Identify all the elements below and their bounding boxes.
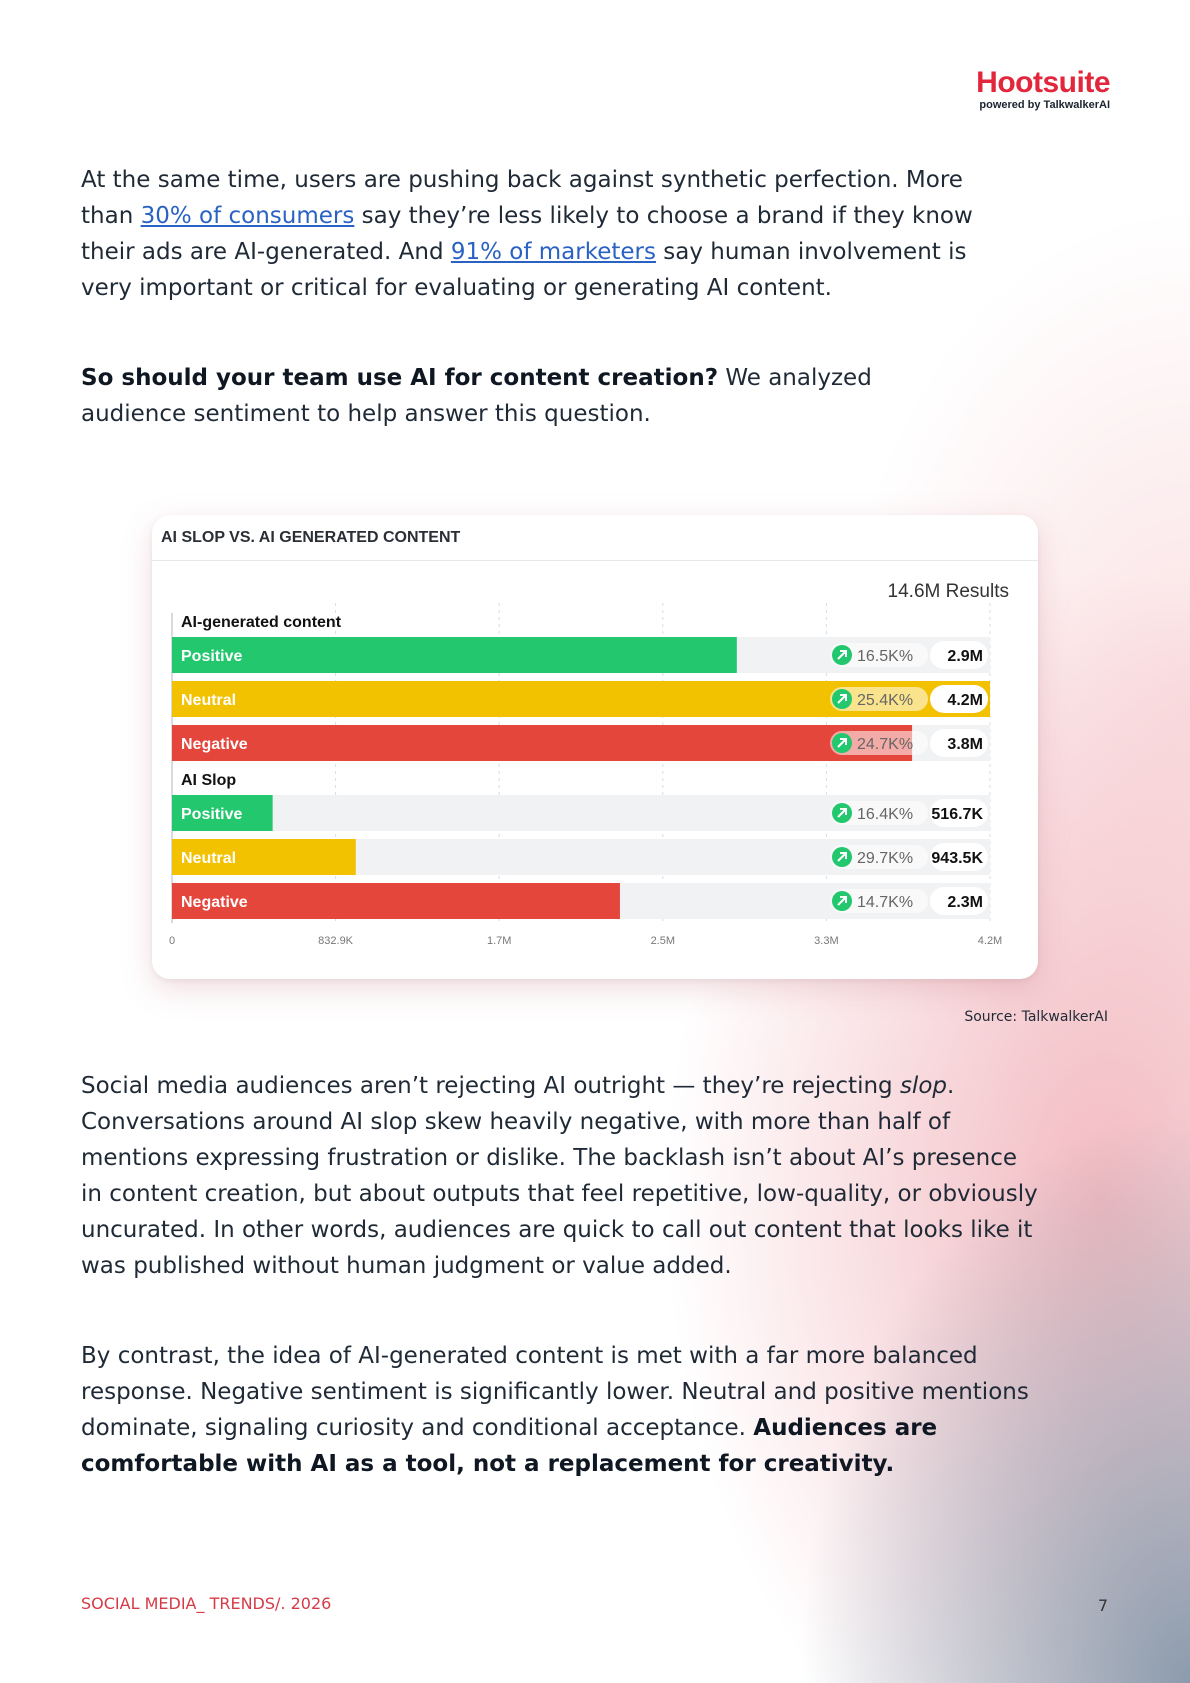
contrast-text: By contrast, the idea of AI-generated content is met with a far more balanced response. Negative sentiment is significantly lower. Neutral and positive mentions dominate, signaling curiosity and conditional acceptance. [81, 1343, 1029, 1441]
bar-value-label: 516.7K [931, 806, 983, 823]
sentiment-chart-card [152, 515, 1038, 979]
x-tick-label: 832.9K [318, 935, 354, 947]
slop-text-2: . Conversations around AI slop skew heavily negative, with more than half of mentions expressing frustration or dislike. The backlash isn’t about AI’s presence in content creation, but about outputs that feel repetitive, low-quality, or obviously uncurated. In other words, audiences are quick to call out content that looks like it was published without human judgment or value added. [81, 1073, 1038, 1279]
question-paragraph [81, 360, 981, 432]
bar-value-label: 2.9M [947, 648, 983, 665]
group-label: AI Slop [181, 772, 237, 789]
x-tick-label: 2.5M [650, 935, 676, 947]
bar-category-label: Neutral [181, 850, 237, 867]
consumers-stat-link[interactable]: 30% of consumers [140, 203, 355, 229]
intro-text-2: say they’re less likely to choose a brand if they know their ads are AI-generated. And [81, 203, 973, 265]
bar-value-label: 4.2M [947, 692, 983, 709]
x-tick-label: 1.7M [486, 935, 512, 947]
slop-analysis-paragraph [81, 1068, 1041, 1284]
contrast-conclusion: Audiences are comfortable with AI as a tool, not a replacement for creativity. [81, 1415, 938, 1477]
bar-category-label: Positive [181, 806, 243, 823]
slop-text-1: Social media audiences aren’t rejecting AI outright — they’re rejecting [81, 1073, 900, 1099]
footer-report-title: SOCIAL MEDIA_ TRENDS/. 2026 [81, 1594, 332, 1613]
sentiment-bar [172, 637, 737, 673]
bar-category-label: Positive [181, 648, 243, 665]
x-tick-label: 0 [168, 935, 176, 947]
change-percent: 24.7K% [857, 736, 914, 753]
x-tick-label: 4.2M [977, 935, 1003, 947]
intro-text-3: say human involvement is very important or critical for evaluating or generating AI content. [81, 239, 967, 301]
page-number: 7 [1097, 1596, 1108, 1615]
bar-value-label: 3.8M [947, 736, 983, 753]
change-percent: 14.7K% [857, 894, 914, 911]
change-percent: 25.4K% [857, 692, 914, 709]
bar-category-label: Neutral [181, 692, 237, 709]
logo-tagline: powered by TalkwalkerAI [979, 99, 1110, 111]
bar-category-label: Negative [181, 894, 248, 911]
intro-paragraph [81, 162, 1001, 306]
change-percent: 16.4K% [857, 806, 914, 823]
chart-source: Source: TalkwalkerAI [964, 1009, 1108, 1025]
x-tick-label: 3.3M [814, 935, 839, 947]
question-text: We analyzed audience sentiment to help answer this question. [81, 365, 872, 427]
sentiment-bar-chart [152, 515, 1038, 979]
contrast-paragraph [81, 1338, 1041, 1482]
question-heading: So should your team use AI for content creation? [81, 365, 719, 391]
bar-category-label: Negative [181, 736, 248, 753]
hootsuite-logo [976, 68, 1110, 111]
results-count: 14.6M Results [887, 581, 1009, 602]
change-percent: 16.5K% [857, 648, 914, 665]
group-label: AI-generated content [181, 614, 342, 631]
marketers-stat-link[interactable]: 91% of marketers [450, 239, 656, 265]
bar-value-label: 2.3M [947, 894, 983, 911]
bar-value-label: 943.5K [931, 850, 983, 867]
chart-title: AI SLOP VS. AI GENERATED CONTENT [161, 529, 461, 546]
change-percent: 29.7K% [857, 850, 914, 867]
intro-text-1: At the same time, users are pushing back against synthetic perfection. More than [81, 167, 963, 229]
logo-wordmark: Hootsuite [976, 66, 1110, 99]
sentiment-bar [172, 725, 912, 761]
slop-emphasis: slop [899, 1073, 947, 1099]
